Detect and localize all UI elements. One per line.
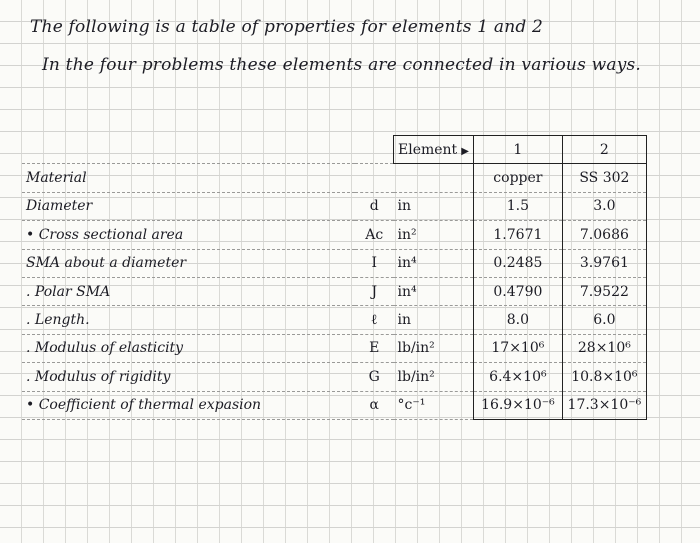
table-row-cross-sectional-area bbox=[22, 221, 646, 249]
table-row-length bbox=[22, 306, 646, 334]
element-2-value: 7.9522 bbox=[562, 277, 646, 305]
property-name: Material bbox=[22, 164, 355, 192]
property-unit: in⁴ bbox=[394, 277, 474, 305]
element-1-value: 17×10⁶ bbox=[473, 334, 562, 362]
property-name: . Modulus of elasticity bbox=[22, 334, 355, 362]
element-1-value: 16.9×10⁻⁶ bbox=[473, 391, 562, 419]
element-1-value: 1.7671 bbox=[473, 221, 562, 249]
element-2-value: 28×10⁶ bbox=[562, 334, 646, 362]
property-name: SMA about a diameter bbox=[22, 249, 355, 277]
property-name: • Cross sectional area bbox=[22, 221, 355, 249]
property-name: Diameter bbox=[22, 192, 355, 220]
property-symbol: I bbox=[355, 249, 394, 277]
property-name: . Polar SMA bbox=[22, 277, 355, 305]
intro-text bbox=[30, 8, 670, 84]
element-2-value: 3.9761 bbox=[562, 249, 646, 277]
element-2-value: 10.8×10⁶ bbox=[562, 363, 646, 391]
element-2-value: 7.0686 bbox=[562, 221, 646, 249]
element-1-value: 0.4790 bbox=[473, 277, 562, 305]
table-row-modulus-rigidity bbox=[22, 363, 646, 391]
arrow-right-icon: ▶ bbox=[461, 145, 469, 157]
element-1-value: 8.0 bbox=[473, 306, 562, 334]
property-name: . Modulus of rigidity bbox=[22, 363, 355, 391]
table-row-sma-diameter bbox=[22, 249, 646, 277]
property-symbol: E bbox=[355, 334, 394, 362]
element-2-header: 2 bbox=[562, 136, 646, 164]
table-row-thermal-expansion bbox=[22, 391, 646, 419]
property-unit: lb/in² bbox=[394, 334, 474, 362]
property-symbol: J bbox=[355, 277, 394, 305]
property-unit: °c⁻¹ bbox=[394, 391, 474, 419]
element-1-value: copper bbox=[473, 164, 562, 192]
property-unit: in bbox=[394, 192, 474, 220]
element-1-value: 0.2485 bbox=[473, 249, 562, 277]
properties-table bbox=[22, 135, 647, 420]
intro-line-2: In the four problems these elements are connected in various ways. bbox=[42, 55, 642, 75]
property-symbol: ℓ bbox=[355, 306, 394, 334]
property-symbol: d bbox=[355, 192, 394, 220]
table-row-modulus-elasticity bbox=[22, 334, 646, 362]
property-name: • Coefficient of thermal expasion bbox=[22, 391, 355, 419]
element-2-value: 17.3×10⁻⁶ bbox=[562, 391, 646, 419]
element-header bbox=[394, 136, 474, 164]
table-row-material bbox=[22, 164, 646, 192]
property-symbol: α bbox=[355, 391, 394, 419]
element-2-value: SS 302 bbox=[562, 164, 646, 192]
table-header-row bbox=[22, 136, 646, 164]
property-symbol bbox=[355, 164, 394, 192]
property-unit: in bbox=[394, 306, 474, 334]
element-2-value: 6.0 bbox=[562, 306, 646, 334]
table-row-polar-sma bbox=[22, 277, 646, 305]
property-symbol: G bbox=[355, 363, 394, 391]
property-unit: in⁴ bbox=[394, 249, 474, 277]
element-2-value: 3.0 bbox=[562, 192, 646, 220]
element-1-header: 1 bbox=[473, 136, 562, 164]
property-unit: lb/in² bbox=[394, 363, 474, 391]
property-unit: in² bbox=[394, 221, 474, 249]
property-name: . Length. bbox=[22, 306, 355, 334]
property-unit bbox=[394, 164, 474, 192]
intro-line-1: The following is a table of properties for elements 1 and 2 bbox=[30, 17, 544, 37]
element-1-value: 6.4×10⁶ bbox=[473, 363, 562, 391]
element-1-value: 1.5 bbox=[473, 192, 562, 220]
element-header-label: Element bbox=[398, 141, 458, 158]
property-symbol: Ac bbox=[355, 221, 394, 249]
table-row-diameter bbox=[22, 192, 646, 220]
